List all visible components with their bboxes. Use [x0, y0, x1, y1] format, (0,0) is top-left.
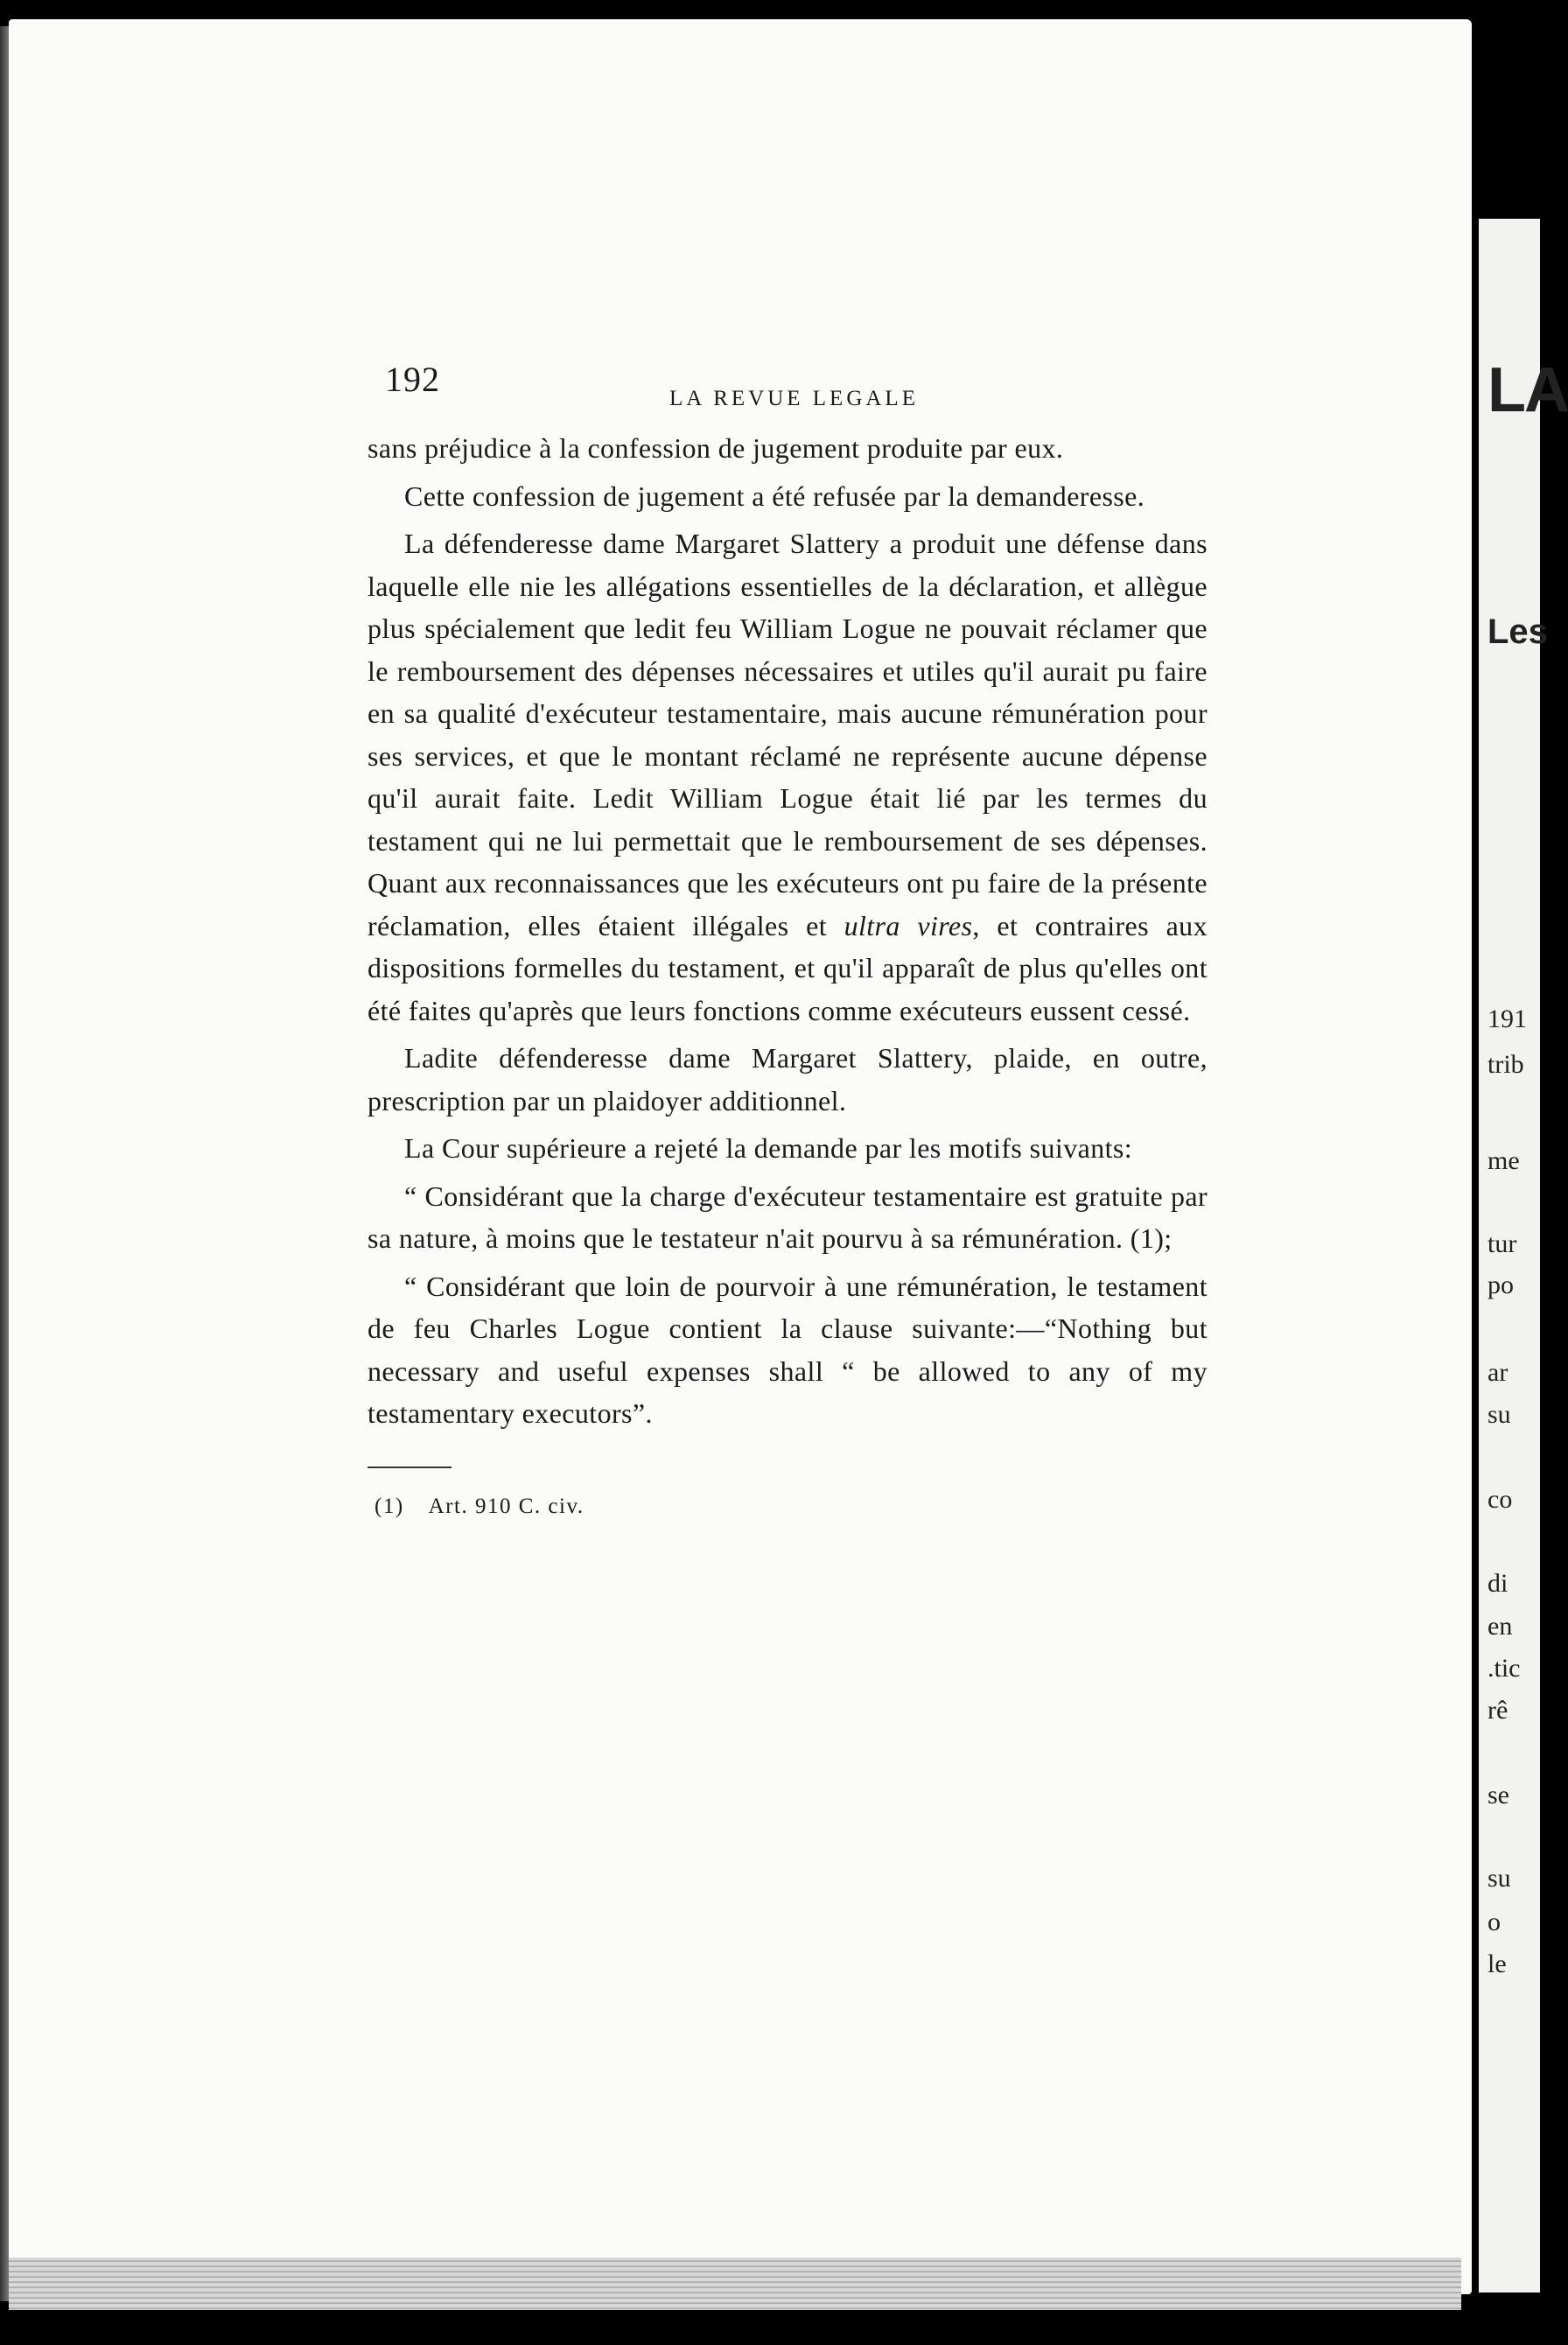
page-number: 192 — [385, 360, 440, 399]
footnote-number: (1) — [374, 1494, 404, 1518]
next-page-fragment: se — [1488, 1781, 1509, 1810]
paragraph: “ Considérant que la charge d'exécuteur testamentaire est gratuite par sa nature, à moins que le testateur n'ait pourvu à sa rémunération. (1); — [368, 1180, 1208, 1254]
paragraph: “ Considérant que loin de pourvoir à une rémunération, le testament de feu Charles Logue contient la clause suivante:—“Nothing but necessary and useful expenses shall “ be allowed to any of my testamentary executors”. — [368, 1270, 1208, 1429]
next-page-fragment: .tic — [1488, 1654, 1521, 1683]
paragraph-text: La défenderesse dame Margaret Slattery a produit une défense dans laquelle elle nie les allégations essentielles de la déclaration, et allègue plus spécialement que ledit feu William Logue ne pouvait réclamer que le remboursement des dépenses nécessaires et utiles qu'il aurait pu faire en sa qualité d'exécuteur testamentaire, mais aucune rémunération pour ses services, et que le montant réclamé ne représente aucune dépense qu'il aurait faite. Ledit William Logue était lié par les termes du testament qui ne lui permettait que le remboursement de ses dépenses. Quant aux reconnaissances que les exécuteurs ont pu faire de la présente réclamation, elles étaient illégales et — [368, 528, 1208, 942]
next-page-fragment: en — [1488, 1612, 1513, 1641]
page-header — [368, 350, 1208, 411]
next-page-fragment: di — [1488, 1569, 1508, 1598]
next-page-fragment: tur — [1488, 1229, 1517, 1258]
next-page-fragment: ar — [1488, 1358, 1508, 1387]
running-head: LA REVUE LEGALE — [669, 387, 919, 410]
paragraph-text-tail: , et contraires aux dispositions formelles du testament, et qu'il apparaît de plus qu'elles ont été faites qu'après que leurs fonctions comme exécuteurs eussent cessé. — [368, 909, 1208, 1026]
body-text — [368, 427, 1208, 1435]
next-page-fragment: su — [1488, 1864, 1511, 1893]
paragraph: La Cour supérieure a rejeté la demande par les motifs suivants: — [404, 1132, 1133, 1164]
footnote-text: Art. 910 C. civ. — [428, 1494, 584, 1518]
paragraph: Ladite défenderesse dame Margaret Slattery, plaide, en outre, prescription par un plaidoyer additionnel. — [368, 1042, 1208, 1116]
next-page-fragment: le — [1488, 1950, 1507, 1978]
next-page-fragment: su — [1488, 1400, 1511, 1429]
next-page-fragment: po — [1488, 1270, 1514, 1299]
page-stack-edges — [9, 2258, 1461, 2310]
next-page-title-fragment: LA — [1488, 355, 1568, 425]
footnote — [368, 1494, 1208, 1519]
next-page-fragment: trib — [1488, 1050, 1524, 1079]
next-page-subtitle-fragment: Les — [1488, 612, 1548, 651]
paragraph: Cette confession de jugement a été refusée par la demanderesse. — [404, 480, 1145, 512]
paragraph: sans préjudice à la confession de jugement produite par eux. — [368, 432, 1064, 464]
italic-phrase: ultra vires — [844, 909, 973, 942]
next-page-fragment: 191 — [1488, 1004, 1527, 1033]
next-page-fragment: me — [1488, 1146, 1520, 1175]
next-page-fragment: co — [1488, 1485, 1513, 1514]
footnote-divider — [368, 1466, 452, 1468]
next-page-fragment: rê — [1488, 1696, 1508, 1725]
next-page-fragment: o — [1488, 1908, 1501, 1936]
page-content — [368, 350, 1208, 1519]
paragraph — [368, 522, 1208, 1032]
